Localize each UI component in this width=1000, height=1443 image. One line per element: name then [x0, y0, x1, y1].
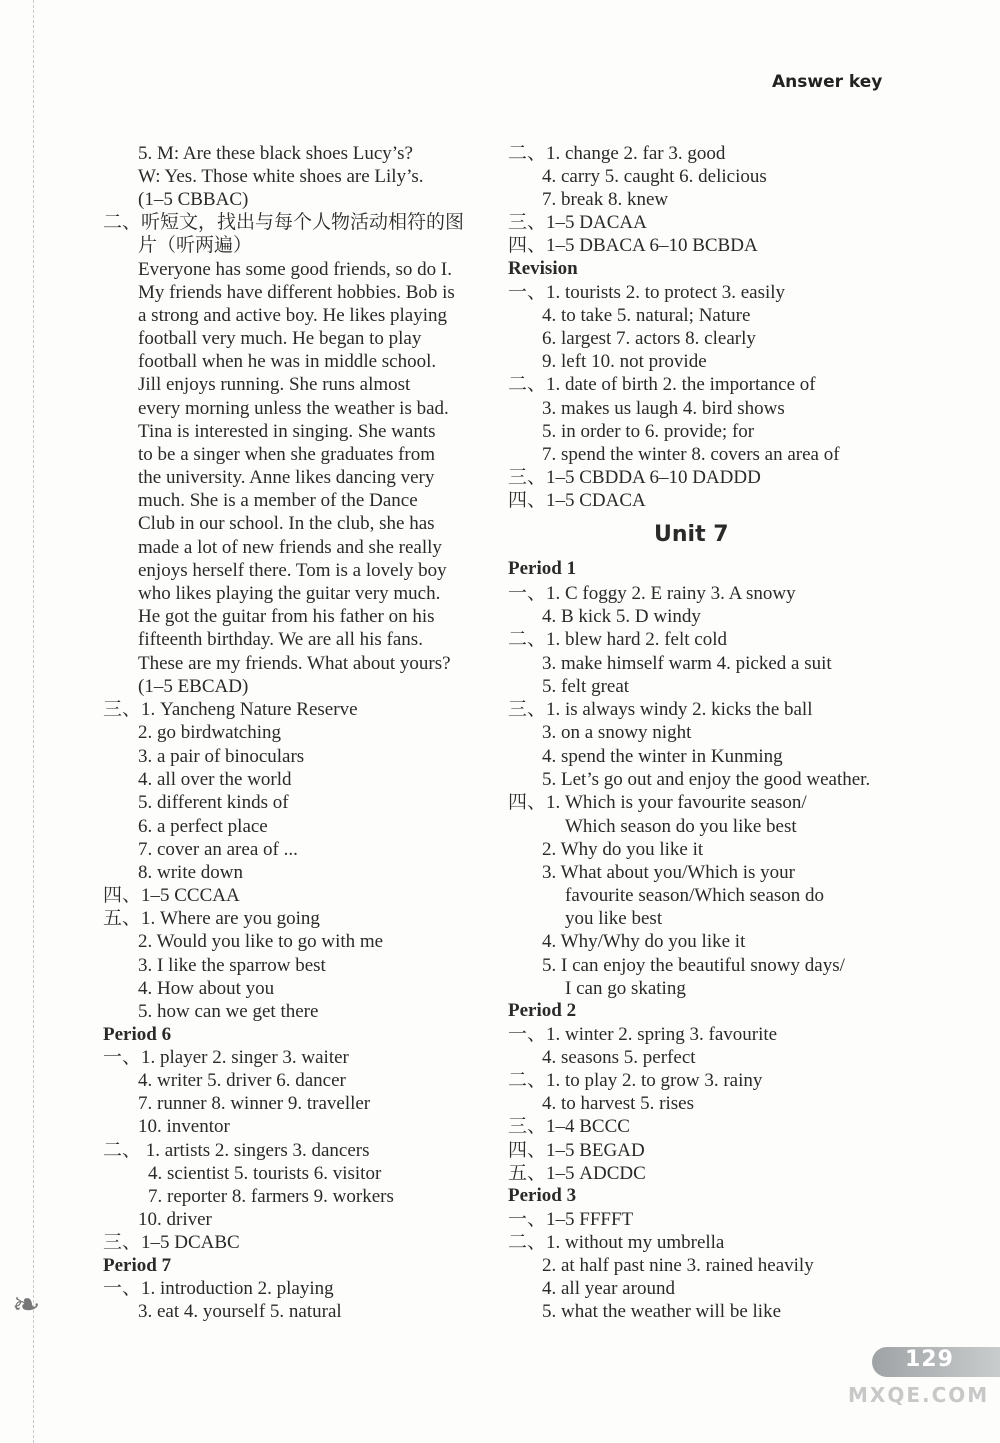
section-heading-period-6: Period 6: [103, 1024, 172, 1045]
text-line: Club in our school. In the club, she has: [138, 513, 435, 534]
unit-title: Unit 7: [654, 522, 729, 547]
text-line: 3. makes us laugh 4. bird shows: [542, 398, 785, 419]
text-line: Everyone has some good friends, so do I.: [138, 259, 452, 280]
text-line: you like best: [565, 908, 663, 929]
text-line: football when he was in middle school.: [138, 351, 437, 372]
text-line: 4. to take 5. natural; Nature: [542, 305, 751, 326]
binding-guide: [33, 0, 34, 1443]
text-line: 一、1. player 2. singer 3. waiter: [103, 1047, 349, 1068]
text-line: 四、1–5 BEGAD: [508, 1140, 645, 1161]
text-line: fifteenth birthday. We are all his fans.: [138, 629, 423, 650]
watermark: MXQE.COM: [848, 1383, 990, 1407]
text-line: 一、1. tourists 2. to protect 3. easily: [508, 282, 786, 303]
text-line: 四、1. Which is your favourite season/: [508, 792, 807, 813]
text-line: 4. scientist 5. tourists 6. visitor: [148, 1163, 382, 1184]
text-line: Jill enjoys running. She runs almost: [138, 374, 411, 395]
text-line: 4. B kick 5. D windy: [542, 606, 701, 627]
text-line: 5. different kinds of: [138, 792, 289, 813]
text-line: 2. at half past nine 3. rained heavily: [542, 1255, 814, 1276]
text-line: 4. Why/Why do you like it: [542, 931, 746, 952]
text-line: 4. seasons 5. perfect: [542, 1047, 696, 1068]
text-line: 3. on a snowy night: [542, 722, 692, 743]
text-line: 四、1–5 DBACA 6–10 BCBDA: [508, 235, 758, 256]
text-line: 一、1. winter 2. spring 3. favourite: [508, 1024, 778, 1045]
text-line: 二、 1. artists 2. singers 3. dancers: [103, 1140, 370, 1161]
text-line: enjoys herself there. Tom is a lovely boy: [138, 560, 447, 581]
decorative-flourish-icon: ❧: [12, 1287, 41, 1324]
text-line: 7. spend the winter 8. covers an area of: [542, 444, 840, 465]
text-line: 5. in order to 6. provide; for: [542, 421, 755, 442]
text-line: 6. largest 7. actors 8. clearly: [542, 328, 756, 349]
section-heading-period-1: Period 1: [508, 558, 577, 579]
text-line: 4. carry 5. caught 6. delicious: [542, 166, 767, 187]
section-heading-revision: Revision: [508, 258, 578, 279]
page-number: 129: [905, 1347, 954, 1372]
text-line: 4. spend the winter in Kunming: [542, 746, 783, 767]
text-line: 五、1–5 ADCDC: [508, 1163, 646, 1184]
text-line: 三、1. is always windy 2. kicks the ball: [508, 699, 813, 720]
text-line: 二、1. without my umbrella: [508, 1232, 725, 1253]
text-line: 4. all over the world: [138, 769, 292, 790]
text-line: 二、1. date of birth 2. the importance of: [508, 374, 816, 395]
text-line: 5. M: Are these black shoes Lucy’s?: [138, 143, 413, 164]
text-line: every morning unless the weather is bad.: [138, 398, 449, 419]
text-line: I can go skating: [565, 978, 686, 999]
text-line: 一、1. introduction 2. playing: [103, 1278, 334, 1299]
section-heading-period-3: Period 3: [508, 1185, 577, 1206]
text-line: My friends have different hobbies. Bob is: [138, 282, 455, 303]
text-line: 二、1. change 2. far 3. good: [508, 143, 726, 164]
text-line: Tina is interested in singing. She wants: [138, 421, 436, 442]
text-line: 5. I can enjoy the beautiful snowy days/: [542, 955, 845, 976]
text-line: 三、1–5 DCABC: [103, 1232, 240, 1253]
page-header-title: Answer key: [772, 72, 883, 92]
text-line: 5. how can we get there: [138, 1001, 319, 1022]
text-line: 10. inventor: [138, 1116, 230, 1137]
text-line: Which season do you like best: [565, 816, 797, 837]
text-line: 三、1. Yancheng Nature Reserve: [103, 699, 358, 720]
text-line: 3. eat 4. yourself 5. natural: [138, 1301, 342, 1322]
text-line: who likes playing the guitar very much.: [138, 583, 441, 604]
text-line: 5. what the weather will be like: [542, 1301, 782, 1322]
text-line: 3. I like the sparrow best: [138, 955, 326, 976]
text-line: W: Yes. Those white shoes are Lily’s.: [138, 166, 424, 187]
text-line: 四、1–5 CDACA: [508, 490, 646, 511]
text-line: much. She is a member of the Dance: [138, 490, 418, 511]
text-line: 7. reporter 8. farmers 9. workers: [148, 1186, 394, 1207]
text-line: 三、1–4 BCCC: [508, 1116, 630, 1137]
text-line: 一、1–5 FFFFT: [508, 1209, 634, 1230]
text-line: 四、1–5 CCCAA: [103, 885, 240, 906]
text-line: 三、1–5 CBDDA 6–10 DADDD: [508, 467, 761, 488]
text-line: 4. to harvest 5. rises: [542, 1093, 694, 1114]
text-line: 二、1. to play 2. to grow 3. rainy: [508, 1070, 763, 1091]
text-line: 6. a perfect place: [138, 816, 268, 837]
text-line: (1–5 CBBAC): [138, 189, 249, 210]
text-line: 片（听两遍）: [138, 235, 253, 256]
text-line: 9. left 10. not provide: [542, 351, 707, 372]
text-line: 一、1. C foggy 2. E rainy 3. A snowy: [508, 583, 796, 604]
text-line: 4. How about you: [138, 978, 275, 999]
text-line: These are my friends. What about yours?: [138, 653, 451, 674]
text-line: 7. break 8. knew: [542, 189, 669, 210]
text-line: 4. writer 5. driver 6. dancer: [138, 1070, 346, 1091]
section-heading-period-7: Period 7: [103, 1255, 172, 1276]
text-line: 8. write down: [138, 862, 244, 883]
text-line: 10. driver: [138, 1209, 212, 1230]
text-line: (1–5 EBCAD): [138, 676, 249, 697]
text-line: the university. Anne likes dancing very: [138, 467, 435, 488]
section-heading-period-2: Period 2: [508, 1000, 577, 1021]
text-line: to be a singer when she graduates from: [138, 444, 436, 465]
text-line: 二、1. blew hard 2. felt cold: [508, 629, 727, 650]
text-line: a strong and active boy. He likes playing: [138, 305, 448, 326]
text-line: 3. a pair of binoculars: [138, 746, 305, 767]
text-line: 3. make himself warm 4. picked a suit: [542, 653, 832, 674]
text-line: favourite season/Which season do: [565, 885, 825, 906]
text-line: 3. What about you/Which is your: [542, 862, 795, 883]
text-line: 2. Why do you like it: [542, 839, 704, 860]
text-line: 7. cover an area of ...: [138, 839, 298, 860]
text-line: 2. go birdwatching: [138, 722, 282, 743]
text-line: He got the guitar from his father on his: [138, 606, 435, 627]
text-line: 三、1–5 DACAA: [508, 212, 647, 233]
text-line: 4. all year around: [542, 1278, 675, 1299]
text-line: 5. felt great: [542, 676, 630, 697]
text-line: made a lot of new friends and she really: [138, 537, 442, 558]
text-line: 五、1. Where are you going: [103, 908, 320, 929]
text-line: 5. Let’s go out and enjoy the good weather.: [542, 769, 871, 790]
text-line: 二、听短文，找出与每个人物活动相符的图: [103, 212, 465, 233]
text-line: 2. Would you like to go with me: [138, 931, 384, 952]
text-line: 7. runner 8. winner 9. traveller: [138, 1093, 371, 1114]
text-line: football very much. He began to play: [138, 328, 422, 349]
